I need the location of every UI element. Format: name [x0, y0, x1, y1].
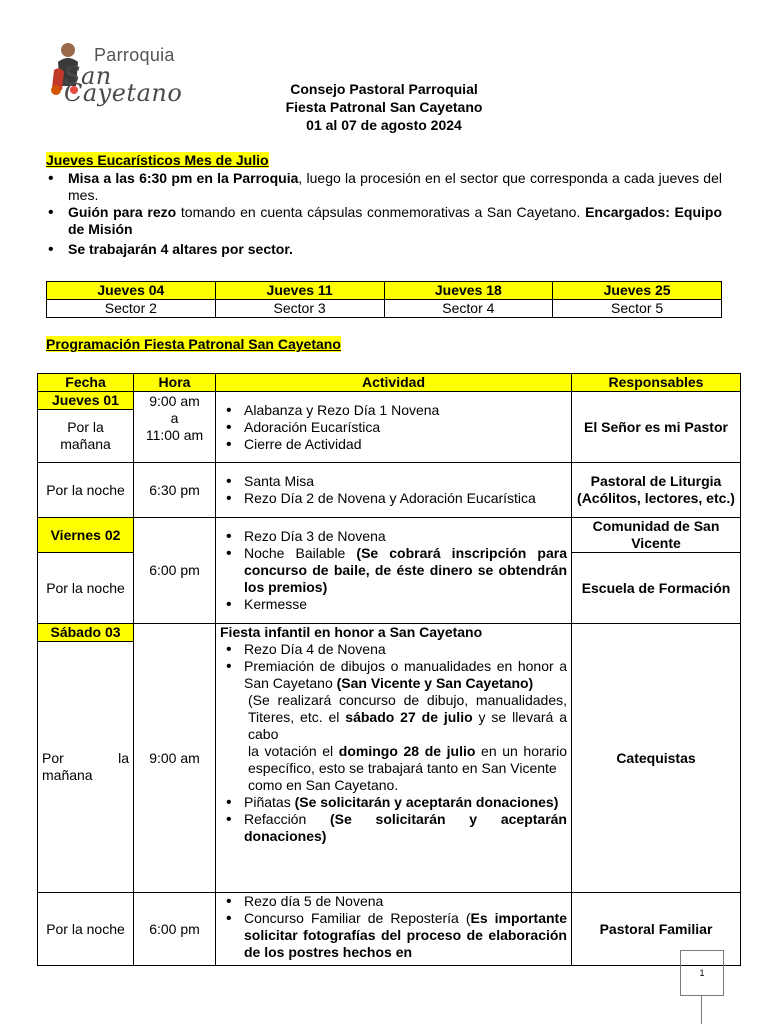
logo-line2: San Cayetano — [64, 62, 183, 107]
activity-bold: (Se solicitarán y aceptarán donaciones) — [244, 811, 567, 844]
section1-bullets — [46, 170, 722, 258]
responsible-cell: Pastoral Familiar — [572, 893, 741, 966]
sector-cell: Sector 3 — [215, 300, 384, 318]
activity-text: y se llevará a cabo — [248, 709, 567, 742]
activity-item: • Kermesse — [220, 596, 567, 613]
responsible-cell: Catequistas — [572, 624, 741, 893]
time-cell: 6:30 pm — [134, 463, 216, 518]
activity-item: • Adoración Eucarística — [220, 419, 567, 436]
document-header — [0, 80, 768, 134]
responsible-cell: Pastoral de Liturgia (Acólitos, lectores, etc.) — [572, 463, 741, 518]
activity-item: • Rezo Día 2 de Novena y Adoración Eucarística — [220, 490, 567, 507]
time-cell: 9:00 am — [134, 624, 216, 893]
bullet-item — [46, 241, 722, 258]
activity-text: Refacción — [244, 811, 330, 827]
header-line3: 01 al 07 de agosto 2024 — [306, 117, 462, 133]
section1-title-text: Jueves Eucarísticos Mes de Julio — [46, 152, 269, 168]
section2-title-text: Programación Fiesta Patronal San Cayetano — [46, 336, 341, 352]
activity-cell — [216, 893, 572, 966]
col-header-actividad: Actividad — [216, 374, 572, 392]
activity-item: • Cierre de Actividad — [220, 436, 567, 453]
activity-bold: sábado 27 de julio — [345, 709, 473, 725]
section2-title — [46, 336, 341, 353]
bullet-bold: Guión para rezo — [68, 204, 177, 220]
activity-item — [220, 545, 567, 596]
table-row — [47, 300, 722, 318]
activity-text: Piñatas — [244, 794, 295, 810]
period-label: Por la noche — [38, 893, 134, 966]
period-label: Por la noche — [38, 463, 134, 518]
time-line: 9:00 am — [149, 393, 200, 409]
activity-item: • Rezo día 5 de Novena — [220, 893, 567, 910]
section1-title — [46, 152, 269, 169]
bullet-item — [46, 204, 722, 238]
activity-note — [220, 692, 567, 743]
table-row — [38, 893, 741, 966]
col-header-fecha: Fecha — [38, 374, 134, 392]
activity-note — [220, 743, 567, 777]
page-number-line — [701, 995, 702, 1024]
time-cell: 6:00 pm — [134, 518, 216, 624]
activity-title: Fiesta infantil en honor a San Cayetano — [220, 624, 483, 640]
activity-item — [220, 811, 567, 845]
header-line1: Consejo Pastoral Parroquial — [290, 81, 478, 97]
activity-item: • Rezo Día 4 de Novena — [220, 641, 567, 658]
table-row — [38, 392, 741, 410]
activity-bold: (San Vicente y San Cayetano) — [336, 675, 534, 691]
activity-cell — [216, 624, 572, 893]
sector-header: Jueves 11 — [215, 282, 384, 300]
logo-line1: Parroquia — [94, 45, 175, 65]
activity-bold: domingo 28 de julio — [338, 743, 476, 759]
col-header-hora: Hora — [134, 374, 216, 392]
time-cell: 6:00 pm — [134, 893, 216, 966]
sector-cell: Sector 2 — [47, 300, 216, 318]
table-row — [38, 518, 741, 553]
activity-item — [220, 910, 567, 961]
activity-note: como en San Cayetano. — [248, 777, 399, 793]
bullet-bold: Encargados: Equipo de Misión — [68, 204, 722, 237]
activity-cell — [216, 463, 572, 518]
bullet-bold: Misa a las 6:30 pm en la Parroquia — [68, 170, 299, 186]
col-header-responsables: Responsables — [572, 374, 741, 392]
responsible-cell: El Señor es mi Pastor — [572, 392, 741, 463]
activity-item — [220, 658, 567, 692]
activity-text: Premiación de dibujos o manualidades en honor a San Cayetano — [244, 658, 567, 691]
sector-cell: Sector 5 — [553, 300, 722, 318]
activity-text: Concurso Familiar de Repostería ( — [244, 910, 471, 926]
activity-text: Noche Bailable — [244, 545, 357, 561]
bullet-item — [46, 170, 722, 204]
period-label: Por la mañana — [38, 410, 134, 463]
activity-bold: (Se solicitarán y aceptarán donaciones) — [294, 794, 559, 810]
time-cell — [134, 392, 216, 463]
period-label: Por la mañana — [38, 642, 134, 893]
activity-cell — [216, 518, 572, 624]
bullet-text: , luego la procesión en el sector que corresponda a cada jueves del mes. — [68, 170, 722, 203]
program-table — [37, 373, 741, 966]
table-row — [38, 463, 741, 518]
activity-cell — [216, 392, 572, 463]
activity-bold: (Se cobrará inscripción para concurso de baile, de éste dinero se obtendrán los premios) — [244, 545, 567, 595]
bullet-text: tomando en cuenta cápsulas conmemorativas a San Cayetano. — [176, 204, 586, 220]
time-line: 11:00 am — [145, 427, 204, 443]
sector-cell: Sector 4 — [384, 300, 553, 318]
header-line2: Fiesta Patronal San Cayetano — [285, 99, 483, 115]
activity-text: la votación el — [248, 743, 339, 759]
table-row — [38, 624, 741, 642]
table-row — [47, 282, 722, 300]
period-label: Por la noche — [38, 553, 134, 624]
activity-text: (Se realizará concurso de dibujo, manualidades, Titeres, etc. el — [248, 692, 567, 725]
responsible-cell: Comunidad de San Vicente — [572, 518, 741, 553]
page-number: 1 — [680, 950, 724, 996]
activity-bold: Es importante solicitar fotografías del proceso de elaboración de los postres hechos en — [244, 910, 567, 960]
sector-header: Jueves 04 — [47, 282, 216, 300]
day-label: Viernes 02 — [38, 518, 134, 553]
bullet-bold: Se trabajarán 4 altares por sector. — [68, 241, 293, 257]
day-label: Jueves 01 — [38, 392, 134, 410]
sector-header: Jueves 18 — [384, 282, 553, 300]
activity-text: en un horario específico, esto se trabajará tanto en San Vicente — [248, 743, 568, 776]
time-line: a — [170, 410, 179, 426]
table-row — [38, 374, 741, 392]
sectors-table — [46, 281, 722, 318]
activity-item: • Rezo Día 3 de Novena — [220, 528, 567, 545]
sector-header: Jueves 25 — [553, 282, 722, 300]
responsible-cell: Escuela de Formación — [572, 553, 741, 624]
activity-item: • Santa Misa — [220, 473, 567, 490]
day-label: Sábado 03 — [38, 624, 134, 642]
activity-item: • Alabanza y Rezo Día 1 Novena — [220, 402, 567, 419]
activity-item — [220, 794, 567, 811]
